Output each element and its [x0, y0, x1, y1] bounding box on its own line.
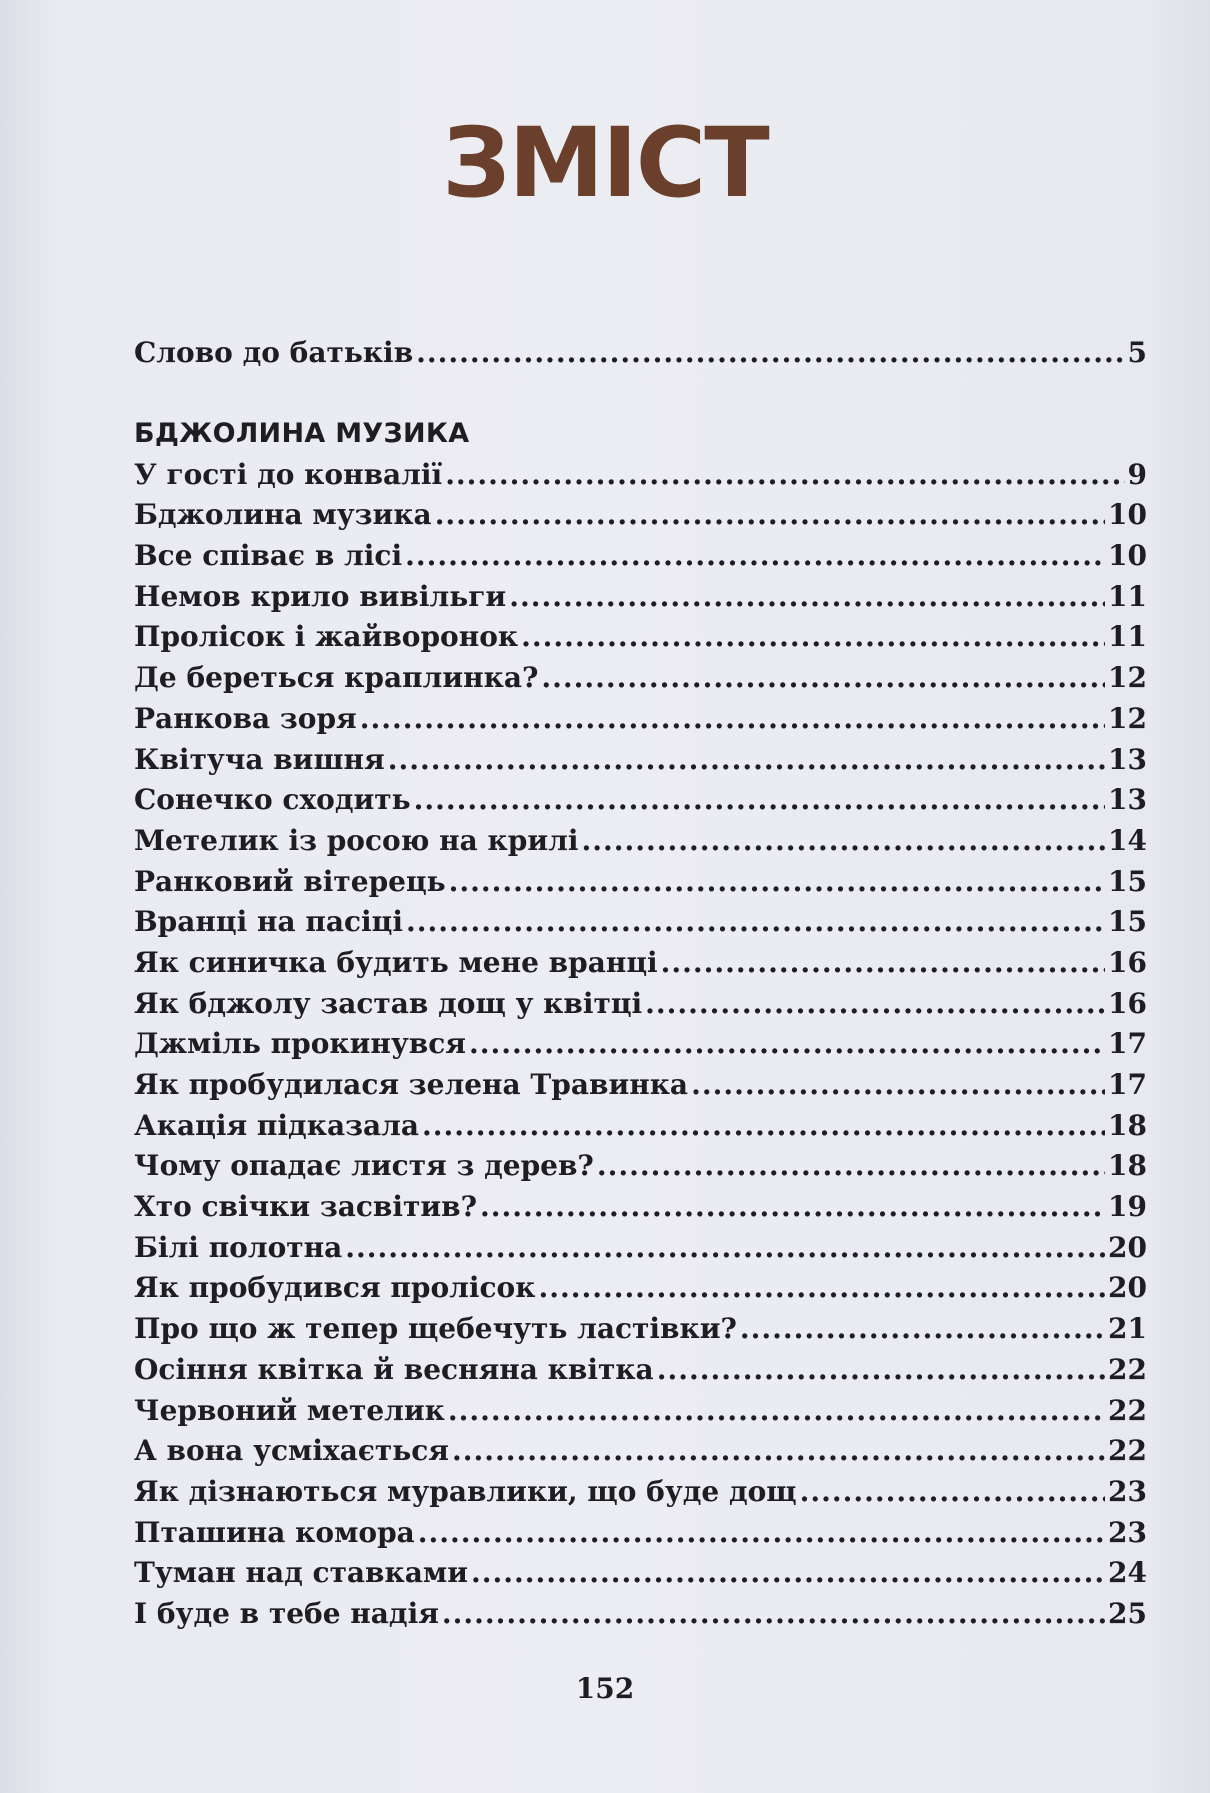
toc-entry-page: 18 — [1108, 1149, 1147, 1183]
toc-entry-page: 15 — [1108, 905, 1147, 939]
toc-entry-label: Як пробудилася зелена Травинка — [134, 1068, 689, 1101]
dot-leader — [469, 1027, 1105, 1060]
toc-entry-page: 12 — [1108, 701, 1147, 735]
toc-entry[interactable] — [134, 1149, 1147, 1190]
toc-entry-label: Як синичка будить мене вранці — [134, 945, 658, 979]
toc-entry[interactable] — [134, 1475, 1147, 1516]
toc-entry-page: 16 — [1108, 986, 1147, 1020]
toc-entry[interactable] — [134, 620, 1147, 661]
toc-entry-label: Акація підказала — [134, 1108, 419, 1142]
dot-leader — [422, 1109, 1105, 1142]
toc-entry-label: Немов крило вивільги — [134, 579, 507, 613]
toc-entry[interactable] — [134, 661, 1147, 702]
toc-entry-list — [134, 458, 1147, 1638]
toc-entry-page: 5 — [1127, 336, 1147, 369]
toc-entry[interactable] — [134, 1434, 1147, 1475]
toc-entry[interactable] — [134, 987, 1147, 1028]
toc-entry-page: 23 — [1108, 1515, 1147, 1549]
toc-entry-label: Ранкова зоря — [134, 701, 357, 735]
toc-entry-page: 11 — [1108, 579, 1147, 613]
toc-entry-label: Слово до батьків — [134, 336, 414, 369]
dot-leader — [345, 1231, 1105, 1264]
toc-entry-label: Чому опадає листя з дерев? — [134, 1149, 594, 1183]
section-heading: БДЖОЛИНА МУЗИКА — [134, 417, 470, 449]
toc-entry[interactable] — [134, 824, 1147, 865]
toc-entry[interactable] — [134, 1394, 1147, 1435]
toc-entry-label: Як дізнаються муравлики, що буде дощ — [134, 1474, 797, 1508]
dot-leader — [435, 498, 1105, 531]
toc-entry[interactable] — [134, 1109, 1147, 1150]
toc-entry[interactable] — [134, 1516, 1147, 1557]
toc-entry-page: 22 — [1108, 1393, 1147, 1427]
dot-leader — [538, 1271, 1105, 1304]
toc-entry-page: 15 — [1108, 864, 1147, 898]
toc-entry-page: 25 — [1108, 1596, 1147, 1630]
dot-leader — [418, 1516, 1105, 1549]
toc-entry-page: 11 — [1108, 620, 1147, 654]
page-title: ЗМІСТ — [442, 107, 768, 219]
dot-leader — [360, 702, 1105, 735]
toc-entry[interactable] — [134, 539, 1147, 580]
dot-leader — [388, 743, 1105, 776]
toc-entry-page: 22 — [1108, 1352, 1147, 1386]
toc-entry-page: 13 — [1108, 783, 1147, 817]
dot-leader — [416, 336, 1124, 369]
toc-entry-label: Як пробудився пролісок — [134, 1271, 536, 1305]
toc-entry-label: Про що ж тепер щебечуть ластівки? — [134, 1312, 737, 1346]
toc-entry[interactable] — [134, 580, 1147, 621]
toc-entry[interactable] — [134, 1231, 1147, 1272]
page-number: 152 — [575, 1672, 635, 1705]
toc-entry-label: Як бджолу застав дощ у квітці — [134, 986, 643, 1020]
toc-entry-page: 10 — [1108, 539, 1147, 573]
dot-leader — [645, 987, 1105, 1020]
dot-leader — [509, 580, 1105, 613]
toc-entry-label: І буде в тебе надія — [134, 1596, 439, 1630]
toc-entry-page: 19 — [1108, 1190, 1147, 1224]
toc-entry[interactable] — [134, 946, 1147, 987]
toc-entry-page: 14 — [1108, 823, 1147, 857]
toc-entry-page: 24 — [1108, 1556, 1147, 1590]
toc-entry-page: 20 — [1108, 1230, 1147, 1264]
toc-entry-label: Хто свічки засвітив? — [134, 1190, 477, 1224]
dot-leader — [448, 1394, 1105, 1427]
dot-leader — [405, 539, 1105, 572]
toc-entry-page: 13 — [1108, 742, 1147, 776]
toc-entry-label: Білі полотна — [134, 1230, 343, 1264]
toc-entry[interactable] — [134, 1190, 1147, 1231]
toc-entry[interactable] — [134, 498, 1147, 539]
dot-leader — [442, 1597, 1105, 1630]
toc-entry[interactable] — [134, 1027, 1147, 1068]
toc-entry-page: 12 — [1108, 661, 1147, 695]
toc-entry-label: Де береться краплинка? — [134, 661, 539, 695]
dot-leader — [480, 1190, 1105, 1223]
dot-leader — [691, 1068, 1105, 1101]
toc-entry-label: Пташина комора — [134, 1515, 415, 1549]
dot-leader — [661, 946, 1105, 979]
dot-leader — [452, 1434, 1105, 1467]
toc-entry-label: Червоний метелик — [134, 1393, 445, 1427]
toc-entry[interactable] — [134, 1353, 1147, 1394]
dot-leader — [740, 1312, 1105, 1345]
toc-entry-label: Сонечко сходить — [134, 783, 411, 817]
dot-leader — [471, 1556, 1105, 1589]
toc-entry-label: Пролісок і жайворонок — [134, 620, 519, 654]
toc-entry-page: 17 — [1108, 1068, 1147, 1101]
toc-entry[interactable] — [134, 1068, 1147, 1109]
toc-entry[interactable] — [134, 458, 1147, 499]
toc-entry-label: Туман над ставками — [134, 1556, 468, 1590]
toc-entry[interactable] — [134, 702, 1147, 743]
dot-leader — [800, 1475, 1105, 1508]
toc-entry-page: 20 — [1108, 1271, 1147, 1305]
toc-entry[interactable] — [134, 905, 1147, 946]
toc-entry-label: Вранці на пасіці — [134, 905, 403, 939]
toc-entry-label: Джміль прокинувся — [134, 1027, 466, 1061]
toc-entry[interactable] — [134, 1597, 1147, 1638]
toc-entry[interactable] — [134, 1556, 1147, 1597]
toc-entry[interactable] — [134, 783, 1147, 824]
toc-entry-page: 9 — [1127, 457, 1147, 491]
dot-leader — [406, 905, 1105, 938]
toc-entry-page: 18 — [1108, 1108, 1147, 1142]
dot-leader — [521, 620, 1105, 653]
table-of-contents — [134, 336, 1147, 1638]
dot-leader — [657, 1353, 1105, 1386]
toc-entry-label: Все співає в лісі — [134, 539, 403, 573]
toc-entry-page: 22 — [1108, 1434, 1147, 1468]
toc-entry[interactable] — [134, 865, 1147, 906]
dot-leader — [414, 783, 1105, 816]
toc-entry-page: 10 — [1108, 498, 1147, 532]
toc-entry[interactable] — [134, 743, 1147, 784]
toc-entry-intro[interactable] — [134, 336, 1147, 377]
dot-leader — [581, 824, 1105, 857]
toc-entry-label: Квітуча вишня — [134, 742, 385, 776]
toc-entry[interactable] — [134, 1271, 1147, 1312]
toc-entry-label: У гості до конвалії — [134, 457, 443, 491]
toc-entry-label: Бджолина музика — [134, 498, 432, 532]
dot-leader — [449, 865, 1105, 898]
toc-entry-label: Ранковий вітерець — [134, 864, 446, 898]
dot-leader — [597, 1149, 1105, 1182]
toc-entry-label: А вона усміхається — [134, 1434, 449, 1468]
toc-entry-label: Метелик із росою на крилі — [134, 823, 579, 857]
toc-entry-page: 17 — [1108, 1027, 1147, 1061]
toc-entry[interactable] — [134, 1312, 1147, 1353]
toc-entry-label: Осіння квітка й весняна квітка — [134, 1352, 654, 1386]
toc-entry-page: 23 — [1108, 1474, 1147, 1508]
dot-leader — [445, 458, 1124, 491]
dot-leader — [541, 661, 1105, 694]
toc-entry-page: 16 — [1108, 945, 1147, 979]
toc-entry-page: 21 — [1108, 1312, 1147, 1346]
